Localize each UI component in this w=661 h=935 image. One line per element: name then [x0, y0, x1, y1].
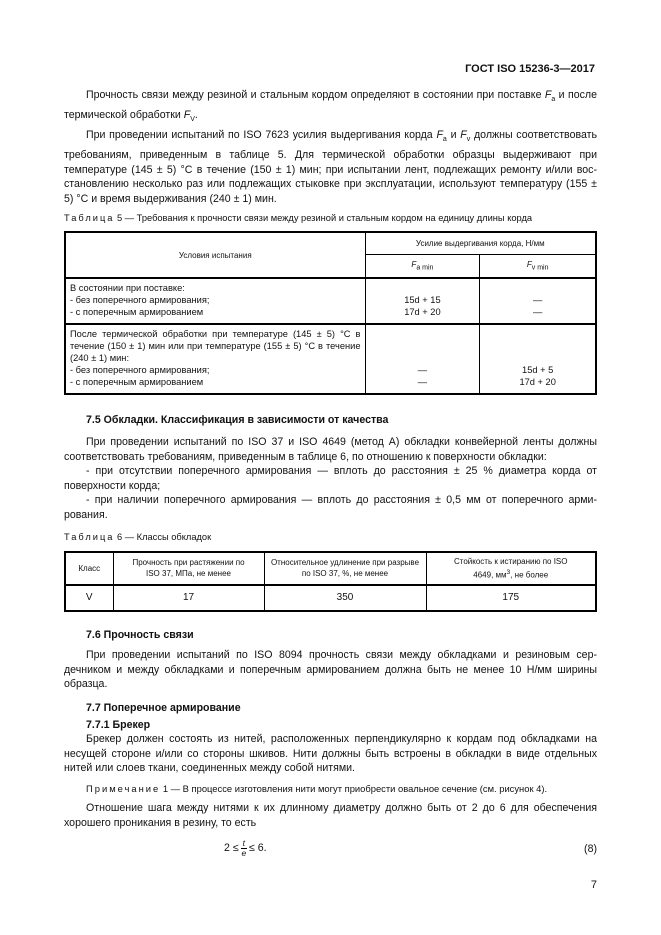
section-heading-7-5: 7.5 Обкладки. Классификация в зависимости от качества — [86, 414, 389, 427]
symbol-fa: $F_a$ — [436, 129, 447, 144]
table6-caption: Таблица 6 — Классы обкладок — [64, 531, 212, 542]
note-1: Примечание 1 — В процессе изготовления нити могут приобрести овальное сечение (см. рисунок 4). — [86, 782, 548, 794]
header-fv-min: $F_{v min}$ — [480, 254, 596, 278]
symbol-fa: $F_a$ — [544, 89, 556, 104]
symbol-fv: $F_V$ — [183, 108, 195, 123]
symbol-fv: $F_v$ — [460, 129, 471, 144]
cell-fa: — — — [365, 324, 480, 394]
cell-tensile: 17 — [113, 585, 264, 611]
cell-elongation: 350 — [264, 585, 426, 611]
table-row — [65, 324, 596, 394]
section-7-5-body: При проведении испытаний по ISO 37 и ISO 4649 (метод А) обкладки конвейерной ленты должны соответствовать требованиям, приведенным в таблице 6, по отношению к поверхности обкладки: - при отсутствии поперечного армирования — вплоть до расстояния ± 25 % диаметра корда от поверхности корда; - при наличии поперечного армирования — вплоть до расстояния ± 0,5 мм от поперечного армирования. — [64, 436, 597, 522]
text: Прочность связи между резиной и стальным кордом определяют в состоянии при поставке — [86, 89, 545, 101]
section-heading-7-6: 7.6 Прочность связи — [86, 628, 194, 641]
header-conditions: Условия испытания — [65, 232, 365, 278]
section-heading-7-7: 7.7 Поперечное армирование — [86, 702, 241, 715]
cell-fa: 15d + 15 17d + 20 — [365, 278, 480, 324]
section-7-7-1-body: Брекер должен состоять из нитей, расположенных перпендикулярно к кордам под обкладками на несущей стороне и/или со стороны шкивов. Нити должны быть встроены в обкладки в виде отдельных нитей или слоев ткани, соединенных между собой нитями. — [64, 733, 597, 775]
formula-8: 2 ≤ $\frac{t}{e}$ ≤ 6. (8) — [224, 838, 597, 859]
equation-number: (8) — [584, 843, 597, 856]
header-tensile: Прочность при растяжении по ISO 37, МПа, не менее — [113, 552, 264, 585]
page-body — [64, 0, 597, 933]
cell-condition: В состоянии при поставке: - без поперечного армирования; - с поперечным армированием — [65, 278, 365, 324]
paragraph-bond-strength: Прочность связи между резиной и стальным кордом определяют в состоянии при поставке $F_a$ и после термической обработки $F_V$. — [64, 89, 597, 123]
table5-caption: Таблица 5 — Требования к прочности связи между резиной и стальным кордом на единицу длины корда — [64, 213, 533, 224]
paragraph-ratio: Отношение шага между нитями к их длинному диаметру должно быть от 2 до 6 для обеспечения хорошего проникания в резину, то есть — [64, 801, 597, 829]
cell-abrasion: 175 — [426, 585, 596, 611]
header-class: Класс — [65, 552, 113, 585]
paragraph-test-conditions: При проведении испытаний по ISO 7623 усилия выдергивания корда $F_a$ и $F_v$ должны соответствовать требованиям, приведенным в таблице 5. Для термической обработки образцы выдерживают при температуре (145 ± 5) °С в течение (150 ± 1) мин; при испытании лент, подлежащих ремонту и/или восстановлению несколько раз или подлежащих стыковке при эксплуатации, используют температуру (155 ± 5) °С и время выдерживания (240 ± 1) мин. — [64, 129, 597, 205]
table-row — [65, 585, 596, 611]
section-heading-7-7-1: 7.7.1 Брекер — [86, 718, 151, 731]
table5 — [64, 231, 597, 395]
cell-class: V — [65, 585, 113, 611]
header-fa-min: $F_{a min}$ — [365, 254, 480, 278]
page-number: 7 — [590, 879, 597, 892]
header-force: Усилие выдергивания корда, Н/мм — [365, 232, 596, 254]
cell-fv: 15d + 5 17d + 20 — [480, 324, 596, 394]
cell-condition: После термической обработки при температуре (145 ± 5) °С в течение (150 ± 1) мин или при температуре (155 ± 5) °С в течение (240 ± 1) мин: - без поперечного армирования; - с поперечным армированием — [65, 324, 365, 394]
header-abrasion: Стойкость к истиранию по ISO 4649, $мм^3$, не более — [426, 552, 596, 585]
section-7-6-body: При проведении испытаний по ISO 8094 прочность связи между обкладками и резиновым сердечником и между обкладками и поперечным армированием должна быть не менее 10 Н/мм ширины образца. — [64, 649, 597, 691]
table6 — [64, 551, 597, 612]
cell-fv: — — — [480, 278, 596, 324]
table-row — [65, 278, 596, 324]
header-elongation: Относительное удлинение при разрыве по ISO 37, %, не менее — [264, 552, 426, 585]
document-header: ГОСТ ISO 15236-3—2017 — [465, 63, 595, 75]
text: и после термической обработки — [64, 89, 597, 121]
